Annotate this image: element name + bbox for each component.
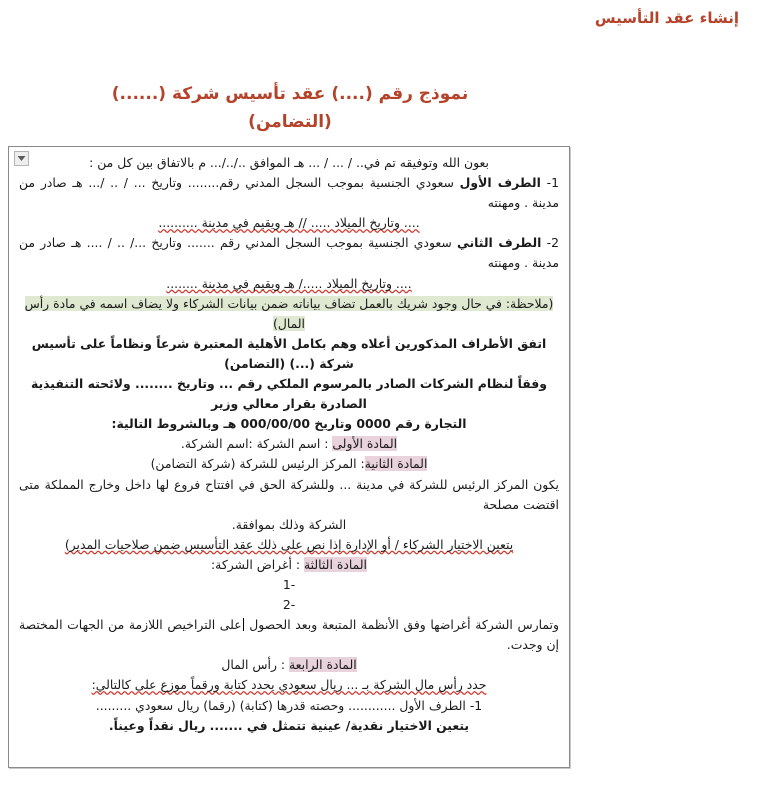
purposes-closing-after-caret: على التراخيص اللازمة من الجهات المختصة إن وجدت. bbox=[19, 617, 559, 653]
article-4-label: المادة الرابعة bbox=[289, 657, 357, 673]
paragraph-article-2-note bbox=[19, 535, 559, 555]
document-title bbox=[0, 80, 580, 136]
document-body[interactable] bbox=[9, 147, 569, 767]
paragraph-party-one-line2 bbox=[19, 213, 559, 233]
document-text-frame[interactable] bbox=[8, 146, 570, 768]
list-item: 2- bbox=[282, 597, 296, 613]
paragraph-intro: بعون الله وتوفيقه تم في.. / ... / ... هـ الموافق ../../... م بالاتفاق بين كل من : bbox=[89, 155, 489, 170]
paragraph-agreement-line-3: التجارة رقم 0000 وتاريخ 000/00/00 هـ وبالشروط التالية: bbox=[111, 416, 467, 432]
paragraph-article-2-body-line2: الشركة وذلك بموافقة. bbox=[231, 516, 347, 532]
text-caret bbox=[243, 618, 244, 631]
party-one-label: الطرف الأول bbox=[459, 175, 541, 191]
page-title: إنشاء عقد التأسيس bbox=[594, 9, 739, 27]
party-two-number: 2- bbox=[546, 235, 559, 251]
paragraph-note bbox=[19, 294, 559, 334]
paragraph-party-two-line2 bbox=[19, 274, 559, 294]
document-title-line-2: (التضامن) bbox=[248, 112, 332, 133]
party-two-line2-text: .... وتاريخ الميلاد ...../ هـ ويقيم في مدينة ........ bbox=[166, 275, 412, 291]
article-4-rest: : رأس المال bbox=[221, 657, 290, 673]
article-1-label: المادة الأولى bbox=[332, 436, 398, 452]
purposes-closing-before-caret: وتمارس الشركة أغراضها وفق الأنظمة المتبعة وبعد الحصول bbox=[244, 617, 559, 633]
paragraph-article-1 bbox=[19, 434, 559, 454]
paragraph-capital-line-1 bbox=[19, 675, 559, 695]
party-one-line2-text: .... وتاريخ الميلاد ..... // هـ ويقيم في مدينة .......... bbox=[158, 215, 420, 231]
party-two-rest: سعودي الجنسية بموجب السجل المدني رقم ....... وتاريخ .../ .. / .... هـ صادر من مدينة . ومهنته bbox=[19, 235, 559, 271]
party-one-rest: سعودي الجنسية بموجب السجل المدني رقم........ وتاريخ ... / .. /... هـ صادر من مدينة . ومهنته bbox=[19, 175, 559, 211]
article-2-rest: : المركز الرئيس للشركة (شركة التضامن) bbox=[150, 456, 365, 472]
paragraph-capital-bold-note: يتعين الاختيار نقدية/ عينية تتمثل في ....... ريال نقداً وعيناً. bbox=[108, 717, 470, 733]
paragraph-article-2 bbox=[19, 454, 559, 474]
paragraph-article-2-body-line1: يكون المركز الرئيس للشركة في مدينة ... وللشركة الحق في افتتاح فروع لها داخل وخارج المملكة متى اقتضت مصلحة bbox=[19, 476, 559, 512]
party-two-label: الطرف الثاني bbox=[456, 235, 542, 251]
article-2-label: المادة الثانية bbox=[364, 456, 428, 472]
article-3-label: المادة الثالثة bbox=[304, 556, 367, 572]
paragraph-article-4 bbox=[19, 655, 559, 675]
party-one-number: 1- bbox=[546, 175, 559, 191]
note-highlight: (ملاحظة: في حال وجود شريك بالعمل تضاف بياناته ضمن بيانات الشركاء ولا يضاف اسمه في مادة رأس المال) bbox=[24, 295, 554, 331]
paragraph-agreement-line-1: اتفق الأطراف المذكورين أعلاه وهم بكامل الأهلية المعتبرة شرعاً ونظاماً على تأسيس شركة (...) (التضامن) bbox=[31, 335, 547, 371]
paragraph-agreement-line-2: وفقاً لنظام الشركات الصادر بالمرسوم الملكي رقم ... وتاريخ ........ ولائحته التنفيذية الصادرة بقرار معالي وزير bbox=[30, 376, 547, 412]
list-item: 1- bbox=[282, 576, 296, 592]
paragraph-article-3 bbox=[19, 555, 559, 575]
paragraph-party-two bbox=[19, 233, 559, 273]
paragraph-capital-line-2: 1- الطرف الأول ............ وحصته قدرها (كتابة) (رقما) ريال سعودي ......... bbox=[95, 697, 483, 713]
article-1-rest: : اسم الشركة :اسم الشركة. bbox=[180, 436, 333, 452]
article-3-rest: : أغراض الشركة: bbox=[211, 556, 304, 572]
capital-line-1-text: حدد رأس مال الشركة بـ ... ريال سعودي يحدد كتابة ورقماً موزع على كالتالي: bbox=[91, 677, 487, 693]
paragraph-party-one bbox=[19, 173, 559, 213]
paragraph-purposes-closing bbox=[19, 615, 559, 655]
article-2-note-text: يتعين الاختيار الشركاء / أو الإدارة إذا نص على ذلك عقد التأسيس ضمن صلاحيات المدير) bbox=[64, 536, 514, 552]
document-title-line-1: نموذج رقم (....) عقد تأسيس شركة (......) bbox=[111, 84, 469, 104]
